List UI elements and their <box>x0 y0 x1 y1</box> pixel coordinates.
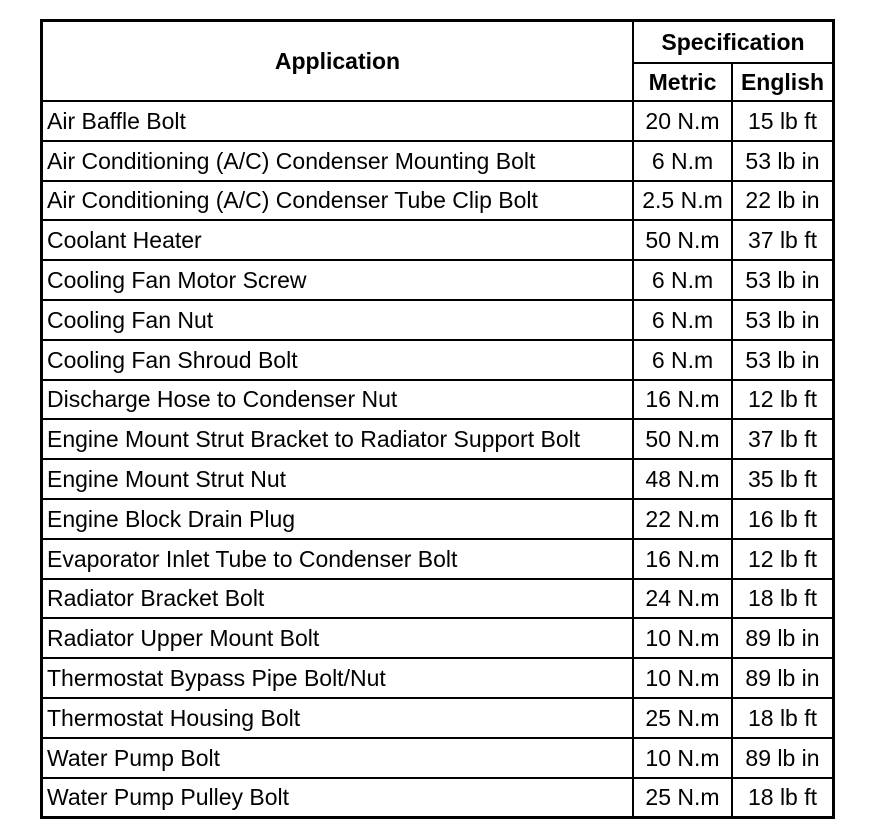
english-cell: 16 lb ft <box>732 499 833 539</box>
metric-cell: 2.5 N.m <box>633 181 732 221</box>
english-cell: 53 lb in <box>732 300 833 340</box>
table-row <box>42 300 833 340</box>
application-column-header: Application <box>42 21 633 101</box>
metric-cell: 6 N.m <box>633 141 732 181</box>
english-cell: 15 lb ft <box>732 101 833 141</box>
english-cell: 22 lb in <box>732 181 833 221</box>
metric-cell: 6 N.m <box>633 300 732 340</box>
metric-cell: 24 N.m <box>633 579 732 619</box>
fastener-specification-table <box>41 20 834 818</box>
metric-cell: 20 N.m <box>633 101 732 141</box>
application-cell: Water Pump Pulley Bolt <box>42 778 633 818</box>
table-row <box>42 260 833 300</box>
application-cell: Thermostat Housing Bolt <box>42 698 633 738</box>
application-cell: Engine Mount Strut Nut <box>42 459 633 499</box>
metric-cell: 10 N.m <box>633 618 732 658</box>
table-row <box>42 539 833 579</box>
application-cell: Cooling Fan Shroud Bolt <box>42 340 633 380</box>
application-cell: Engine Block Drain Plug <box>42 499 633 539</box>
table-header <box>42 21 833 101</box>
english-cell: 18 lb ft <box>732 579 833 619</box>
metric-cell: 22 N.m <box>633 499 732 539</box>
specification-column-header: Specification <box>633 21 833 63</box>
application-cell: Radiator Upper Mount Bolt <box>42 618 633 658</box>
application-cell: Thermostat Bypass Pipe Bolt/Nut <box>42 658 633 698</box>
application-cell: Evaporator Inlet Tube to Condenser Bolt <box>42 539 633 579</box>
metric-cell: 10 N.m <box>633 738 732 778</box>
english-cell: 53 lb in <box>732 141 833 181</box>
table-row <box>42 579 833 619</box>
table-row <box>42 698 833 738</box>
english-cell: 89 lb in <box>732 618 833 658</box>
english-cell: 35 lb ft <box>732 459 833 499</box>
table-row <box>42 738 833 778</box>
metric-cell: 25 N.m <box>633 778 732 818</box>
application-cell: Cooling Fan Nut <box>42 300 633 340</box>
application-cell: Air Baffle Bolt <box>42 101 633 141</box>
table-row <box>42 658 833 698</box>
english-cell: 89 lb in <box>732 738 833 778</box>
table-row <box>42 778 833 818</box>
application-cell: Water Pump Bolt <box>42 738 633 778</box>
application-cell: Air Conditioning (A/C) Condenser Tube Clip Bolt <box>42 181 633 221</box>
english-cell: 53 lb in <box>732 340 833 380</box>
table-row <box>42 101 833 141</box>
application-cell: Radiator Bracket Bolt <box>42 579 633 619</box>
metric-cell: 16 N.m <box>633 380 732 420</box>
english-cell: 37 lb ft <box>732 419 833 459</box>
table-body <box>42 101 833 817</box>
table-row <box>42 340 833 380</box>
english-cell: 53 lb in <box>732 260 833 300</box>
table-row <box>42 220 833 260</box>
english-column-header: English <box>732 63 833 101</box>
table-row <box>42 499 833 539</box>
table-row <box>42 459 833 499</box>
metric-cell: 10 N.m <box>633 658 732 698</box>
application-cell: Discharge Hose to Condenser Nut <box>42 380 633 420</box>
english-cell: 18 lb ft <box>732 778 833 818</box>
metric-column-header: Metric <box>633 63 732 101</box>
metric-cell: 16 N.m <box>633 539 732 579</box>
metric-cell: 48 N.m <box>633 459 732 499</box>
english-cell: 12 lb ft <box>732 539 833 579</box>
english-cell: 12 lb ft <box>732 380 833 420</box>
header-row-top <box>42 21 833 63</box>
table-row <box>42 181 833 221</box>
application-cell: Air Conditioning (A/C) Condenser Mounting Bolt <box>42 141 633 181</box>
table-row <box>42 141 833 181</box>
table-row <box>42 618 833 658</box>
metric-cell: 6 N.m <box>633 340 732 380</box>
english-cell: 89 lb in <box>732 658 833 698</box>
table-row <box>42 380 833 420</box>
application-cell: Cooling Fan Motor Screw <box>42 260 633 300</box>
application-cell: Coolant Heater <box>42 220 633 260</box>
metric-cell: 50 N.m <box>633 419 732 459</box>
english-cell: 37 lb ft <box>732 220 833 260</box>
english-cell: 18 lb ft <box>732 698 833 738</box>
metric-cell: 6 N.m <box>633 260 732 300</box>
metric-cell: 50 N.m <box>633 220 732 260</box>
application-cell: Engine Mount Strut Bracket to Radiator Support Bolt <box>42 419 633 459</box>
table-row <box>42 419 833 459</box>
metric-cell: 25 N.m <box>633 698 732 738</box>
